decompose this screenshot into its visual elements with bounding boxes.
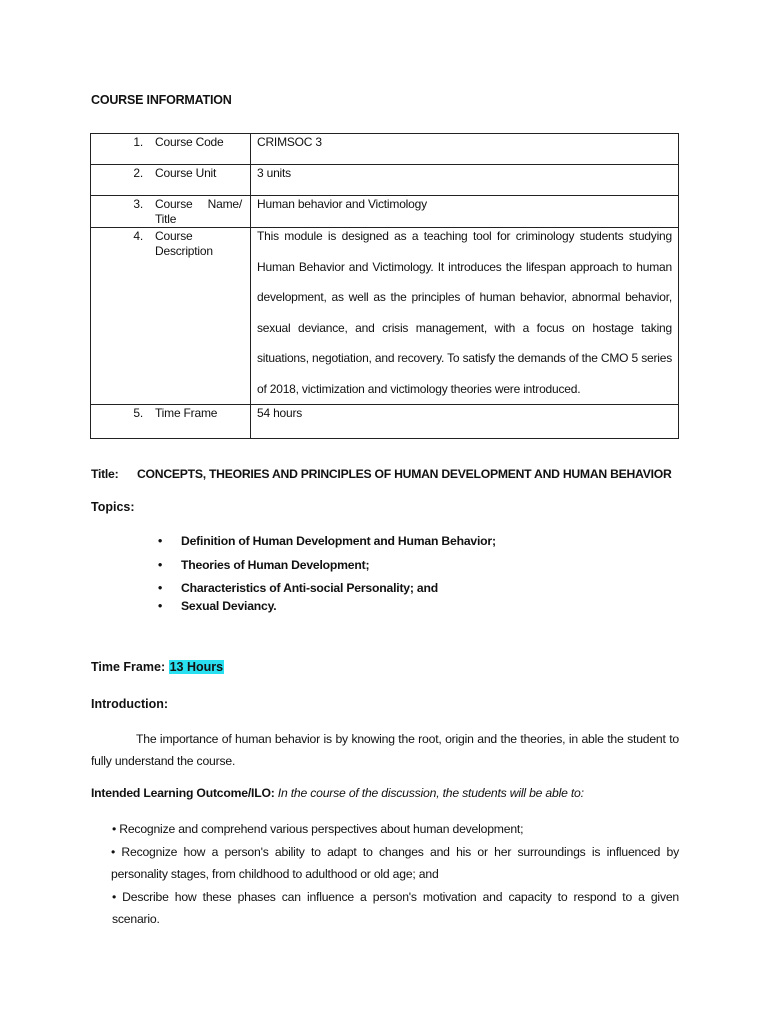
table-cell-value bbox=[251, 165, 679, 196]
ilo-lead: In the course of the discussion, the students will be able to: bbox=[277, 786, 584, 800]
ilo-list bbox=[112, 818, 679, 931]
row-label: Course Unit bbox=[155, 166, 217, 180]
row-label bbox=[143, 229, 250, 259]
list-item bbox=[158, 599, 276, 613]
row-number: 4. bbox=[133, 229, 143, 243]
course-title-value: Human behavior and Victimology bbox=[257, 197, 427, 211]
row-number: 3. bbox=[133, 197, 143, 211]
time-frame-value: 54 hours bbox=[257, 406, 303, 420]
row-label-part: Description bbox=[155, 244, 213, 258]
row-label-part: Title bbox=[155, 212, 177, 226]
topics-label: Topics: bbox=[91, 500, 135, 514]
bullet-icon: • bbox=[158, 581, 163, 595]
table-row bbox=[91, 165, 679, 196]
introduction-label: Introduction: bbox=[91, 697, 169, 711]
row-label-part: Name/ bbox=[207, 197, 242, 211]
topic-text: Definition of Human Development and Human Behavior; bbox=[181, 534, 496, 548]
row-label-part: Course bbox=[155, 197, 193, 211]
row-label: Course Code bbox=[155, 135, 224, 149]
module-title bbox=[91, 467, 672, 481]
row-number: 2. bbox=[133, 166, 143, 180]
course-code-value: CRIMSOC 3 bbox=[257, 135, 322, 149]
title-text: CONCEPTS, THEORIES AND PRINCIPLES OF HUMAN DEVELOPMENT AND HUMAN BEHAVIOR bbox=[137, 467, 672, 481]
row-number: 1. bbox=[133, 135, 143, 149]
list-item: • Recognize how a person's ability to adapt to changes and his or her surroundings is influenced by personality stages, from childhood to adulthood or old age; and bbox=[111, 844, 679, 881]
topic-text: Characteristics of Anti-social Personality; and bbox=[181, 581, 438, 595]
table-cell-value bbox=[251, 134, 679, 165]
table-row bbox=[91, 228, 679, 405]
table-cell-value bbox=[251, 228, 679, 405]
table-cell-value bbox=[251, 405, 679, 439]
list-item: • Describe how these phases can influence a person's motivation and capacity to respond to a given scenario. bbox=[112, 889, 679, 926]
course-unit-value: 3 units bbox=[257, 166, 291, 180]
section-heading: COURSE INFORMATION bbox=[91, 93, 232, 107]
bullet-icon: • bbox=[158, 599, 163, 613]
list-item bbox=[158, 581, 438, 595]
introduction-paragraph: The importance of human behavior is by knowing the root, origin and the theories, in able the student to fully understand the course. bbox=[91, 732, 679, 768]
bullet-icon: • bbox=[158, 558, 163, 572]
list-item: • Recognize and comprehend various perspectives about human development; bbox=[112, 822, 524, 836]
list-item bbox=[158, 534, 496, 548]
table-cell-label bbox=[91, 196, 251, 228]
bullet-icon: • bbox=[158, 534, 163, 548]
table-row bbox=[91, 134, 679, 165]
course-description-value: This module is designed as a teaching tool for criminology students studying Human Behavior and Victimology. It introduces the lifespan approach to human development, as well as the principles of human behavior, abnormal behavior, sexual deviance, and crisis management, with a focus on hostage taking situations, negotiation, and recovery. To satisfy the demands of the CMO 5 series of 2018, victimization and victimology theories were introduced. bbox=[257, 229, 672, 396]
table-cell-label bbox=[91, 228, 251, 405]
topic-text: Theories of Human Development; bbox=[181, 558, 370, 572]
row-label bbox=[143, 197, 250, 227]
table-cell-label bbox=[91, 165, 251, 196]
row-label: Time Frame bbox=[155, 406, 218, 420]
time-frame-highlight: 13 Hours bbox=[169, 660, 224, 674]
table-row bbox=[91, 405, 679, 439]
topic-text: Sexual Deviancy. bbox=[181, 599, 277, 613]
row-label-part: Course bbox=[155, 229, 193, 243]
course-info-table bbox=[90, 133, 679, 439]
ilo-label: Intended Learning Outcome/ILO: bbox=[91, 786, 275, 800]
time-frame-label: Time Frame: bbox=[91, 660, 166, 674]
title-label: Title: bbox=[91, 467, 119, 481]
table-cell-label bbox=[91, 134, 251, 165]
ilo-heading bbox=[91, 786, 584, 800]
list-item bbox=[158, 558, 369, 572]
table-cell-label bbox=[91, 405, 251, 439]
row-number: 5. bbox=[133, 406, 143, 420]
time-frame-line bbox=[91, 660, 224, 674]
